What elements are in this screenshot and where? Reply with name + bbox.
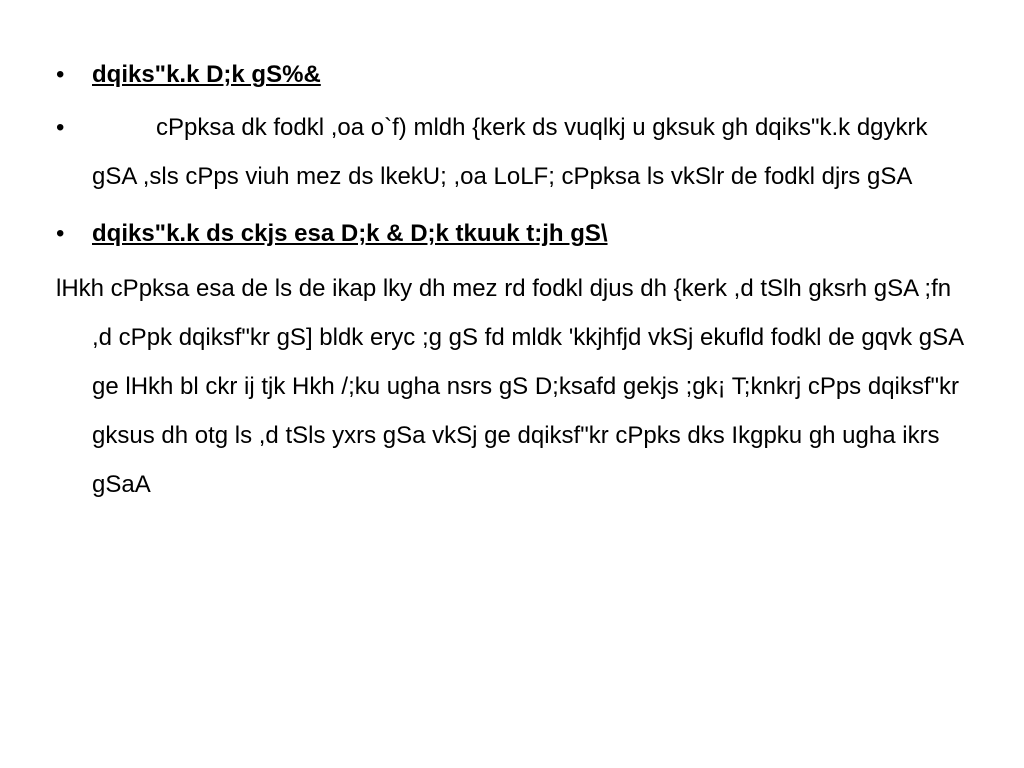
bullet-item-definition [56,103,976,201]
section-heading: dqiks"k.k ds ckjs esa D;k & D;k tkuuk t:jh gS\ [92,220,608,247]
bullet-item-heading-2 [56,209,976,258]
slide-content [56,50,976,509]
definition-text: cPpksa dk fodkl ,oa o`f) mldh {kerk ds vuqlkj u gksuk gh dqiks"k.k dgykrk gSA ,sls cPps viuh mez ds lkekU; ,oa LoLF; cPpksa ls vkSlr de fodkl djrs gSA [92,114,928,190]
section-heading: dqiks"k.k D;k gS%& [92,61,321,88]
bullet-dot-icon: • [56,114,65,141]
body-paragraph: lHkh cPpksa esa de ls de ikap lky dh mez rd fodkl djus dh {kerk ,d tSlh gksrh gSA ;fn ,d cPpk dqiksf"kr gS] bldk eryc ;g gS fd mldk 'kkjhfjd vkSj ekufld fodkl de gqvk gSA ge lHkh bl ckr ij tjk Hkh /;ku ugha nsrs gS D;ksafd gekjs ;gk¡ T;knkrj cPps dqiksf"kr gksus dh otg ls ,d tSls yxrs gSa vkSj ge dqiksf"kr cPpks dks Ikgpku gh ugha ikrs gSaA [56,275,963,498]
bullet-dot-icon: • [56,61,65,88]
bullet-item-heading-1 [56,50,976,99]
bullet-dot-icon: • [56,220,65,247]
